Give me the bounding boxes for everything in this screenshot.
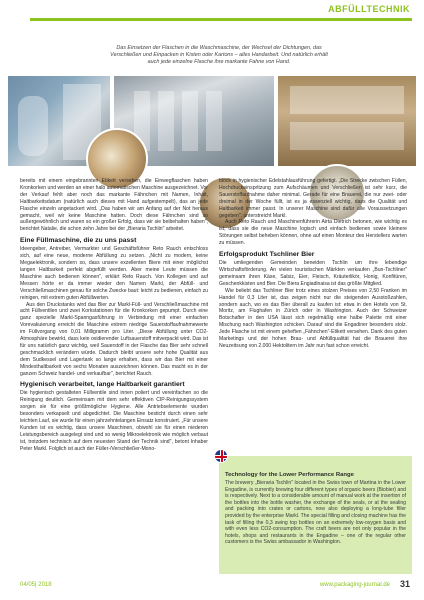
english-summary-title: Technology for the Lower Performance Range: [225, 472, 354, 478]
uk-flag-icon: [214, 449, 228, 463]
paragraph: Die hygienisch gestalteten Füllventile sind innen poliert und vereinfachen so die Reinigung deutlich. Gemeinsam mit dem sehr effektiven CIP-Reinigungssystem sorgen sie für eine größtmögliche Hygiene. Alle Antriebselemente wurden besonders verkapselt und abgedichtet. Die Maschine besticht durch einen sehr leichten Lauf, sie wurde für einen jahrzehntelangen Einsatz konstruiert. „Für unsere Kunden ist es wichtig, dass unsere Maschinen, obwohl sie für einen niederen Leistungsbereich ausgelegt sind und so wenig Mikroelektronik wie möglich verbaut ist, trotzdem technisch auf dem neuesten Stand der Technik sind", betont Inhaber Peter Markl. Folglich ist auch der Füller-/Verschließer-Mono-: [20, 390, 208, 452]
english-summary-box: [219, 456, 412, 574]
english-summary-text: The brewery „Bieraria Tschlin" located in the Swiss town of Martina in the Lower Engadine, is currently brewing four different types of organic beers (Biobier) and is respectively. Next to a considerable amount of manual work at the insertion of the bottles into the bottle washer, the exchange of the seals, or at the sealing and packing into crates or cartons, now also deploying a long-tube filler provided by the enterprise Markl. The special filling and closing machine has the task of filling the 0,3 swing top bottles on an extremely low-oxygen basis and with even less CO2-consumption. The craft beers are not only popular in the hotels, shops and restaurants in the Engadine – one of the regular other customers is the Swiss ambassador in Washington.: [225, 480, 406, 546]
section-label: ABFÜLLTECHNIK: [328, 4, 410, 14]
header: [0, 0, 424, 22]
article-column-left: [20, 178, 208, 453]
issue-date: 04/05| 2018: [20, 582, 52, 588]
photo-strip: [8, 76, 416, 166]
paragraph: Die umliegenden Gemeinden beneiden Tschlin um ihre lebendige Wirtschaftsförderung. An vielen touristischen Märkten verkaufen „Bun-Tschliner" gemeinsam ihren Käse, Salsiz, Eier, Fleisch, Kräuterlikör, Honig, Konfitüren, Geschenkkisten und Bier. Die Biera Engiadinaisa ist das größte Mitglied.: [219, 260, 407, 287]
subheading: Hygienisch verarbeitet, lange Haltbarkeit garantiert: [20, 381, 185, 389]
article-column-right: [219, 178, 407, 350]
paragraph: block in hygienischer Edelstahlausführung gefertigt. „Die Strecke zwischen Füllen, Hochdruckeinspritzung zum Aufschäumen und Verschließen ist sehr kurz, die Sauerstoffaufnahme daher minimal. Gerade für eine Brauerei, die nur zwei- oder dreimal in der Woche füllt, ist es ja essenziell wichtig, dass die Qualität und Haltbarkeit immer passt. In unserer Maschine sind dafür alle Voraussetzungen gegeben", unterstreicht Markl.: [219, 178, 407, 219]
paragraph: bereits mit einem eingebrannten Etikett versehen, die Einwegflaschen haben Kronkorken und werden an einer halb automatischen Maschine ausgezeichnet. Vor der Verkauf fehlt aber noch das markante Fähnchen mit Namen, Inhalt, Haltbarkeitsdatum (natürlich auch dieses mit Hand aufgestempelt), das an jede Flasche einzeln angetackert wird. „Das haben wir am Anfang auf der Not heraus gemacht, weil wir keine Maschine hatten. Doch diese Fähnchen sind so außergewöhnlich und waren so ein großer Erfolg, dass wir sie beibehalten haben", berichtet Natalie, die schon zehn Jahre bei der „Bieraria Tschlin" arbeitet.: [20, 178, 208, 233]
photo-caption: Das Einsetzen der Flaschen in die Waschmaschine, der Wechsel der Dichtungen, das Verschließen und Einpacken in Kisten oder Kartons – alles Handarbeit. Und natürlich erhält auch jede einzelne Flasche ihre markante Fahne von Hand.: [110, 45, 328, 65]
website-link[interactable]: www.packaging-journal.de: [319, 582, 390, 588]
footer: [0, 576, 424, 596]
paragraph: Aus den Druckstanks wird das Bier zur Markl-Füll- und Verschließmaschine mit acht Füllventilen und zwei Korkstationen für die Kronkorken gepumpt. Durch eine ganz spezielle Markl-Spanngasführung in Verbindung mit einer einfachen Vorevakuierung erreicht die Maschine extrem niedrige Sauerstoffaufnahmewerte im Füllvorgang von 0,01 Milligramm pro Liter. „Diese Abfüllung unter CO2-Atmosphäre bewirkt, dass kein oxidierender Luftsauerstoff mitverpackt wird. Das ist für uns natürlich ganz wichtig, weil Sauerstoff in der Flasche das Bier sehr schnell geschmacklich verändern würde. Dadurch bleibt unsere sehr hohe Qualität aus dem Sudkessel und Lagertank so lange erhalten, dass wir das Bier mit einer Mindesthaltbarkeit von sechs Monaten auszeichnen können. Das macht es in der ganzen Schweiz handel- und verkaufbar", berichtet Rauch.: [20, 301, 208, 377]
subheading: Erfolgsprodukt Tschliner Bier: [219, 251, 315, 259]
header-rule: [30, 18, 412, 21]
page-number: 31: [399, 579, 410, 589]
photo-bottle-crates: [278, 76, 416, 166]
paragraph: Auch Reto Rauch und Maschinenführerin Airta Dietrich betonen, wie wichtig es ist, dass sie die neue Maschine logisch und einfach bedienen sowie kleinere Störungen selbst beheben können, ohne auf einen Monteur des Herstellers warten zu müssen.: [219, 219, 407, 247]
paragraph: Wie beliebt das Tschliner Bier trotz eines stolzen Preises von 2,50 Franken im Handel für 0,3 Liter ist, das zeigen nicht nur die steigenden Ausstoßzahlen, sondern auch, wo es das Bier überall zu kaufen ist: etwa in den Hotels von St. Moritz, am Flughafen in Zürich oder in Washington. Auch der Schweizer Botschafter in den USA lässt sich regelmäßig eine halbe Palette mit einer Mischung nach Washington schicken. Darauf sind die Engadiner besonders stolz. Jede Flasche ist mit einem geheften „Fähnchen"-Etikett versehen. Dank des guten Marketings und der hohen Brau- und Abfüllqualität hat die Brauerei ihre Neuzeitsung von 2.000 Hektolitern im Jahr nun fast schon erreicht.: [219, 287, 407, 349]
paragraph: Ideengeber, Antreiber, Vermarkter und Geschäftsführer Reto Rauch entschloss sich, auf eine neue, moderne Abfüllung zu setzen. „Nicht zu modern, keine Megaelektronik, sondern so, dass unsere exzellenten Biere mit einer möglichst langen Haltbarkeit perfekt abgefüllt werden. Aber meine Leute müssen die Maschine auch bedienen können", erklärt Reto Rauch. Von Kollegen und auf Messen hörte er da immer wieder den Namen Markl, der Abfüll- und Verschließmaschinen genau für solche Zwecke baut: leicht zu bedienen, einfach zu reinigen, mit extrem guten Abfüllwerten.: [20, 246, 208, 301]
subheading: Eine Füllmaschine, die zu uns passt: [20, 237, 137, 245]
